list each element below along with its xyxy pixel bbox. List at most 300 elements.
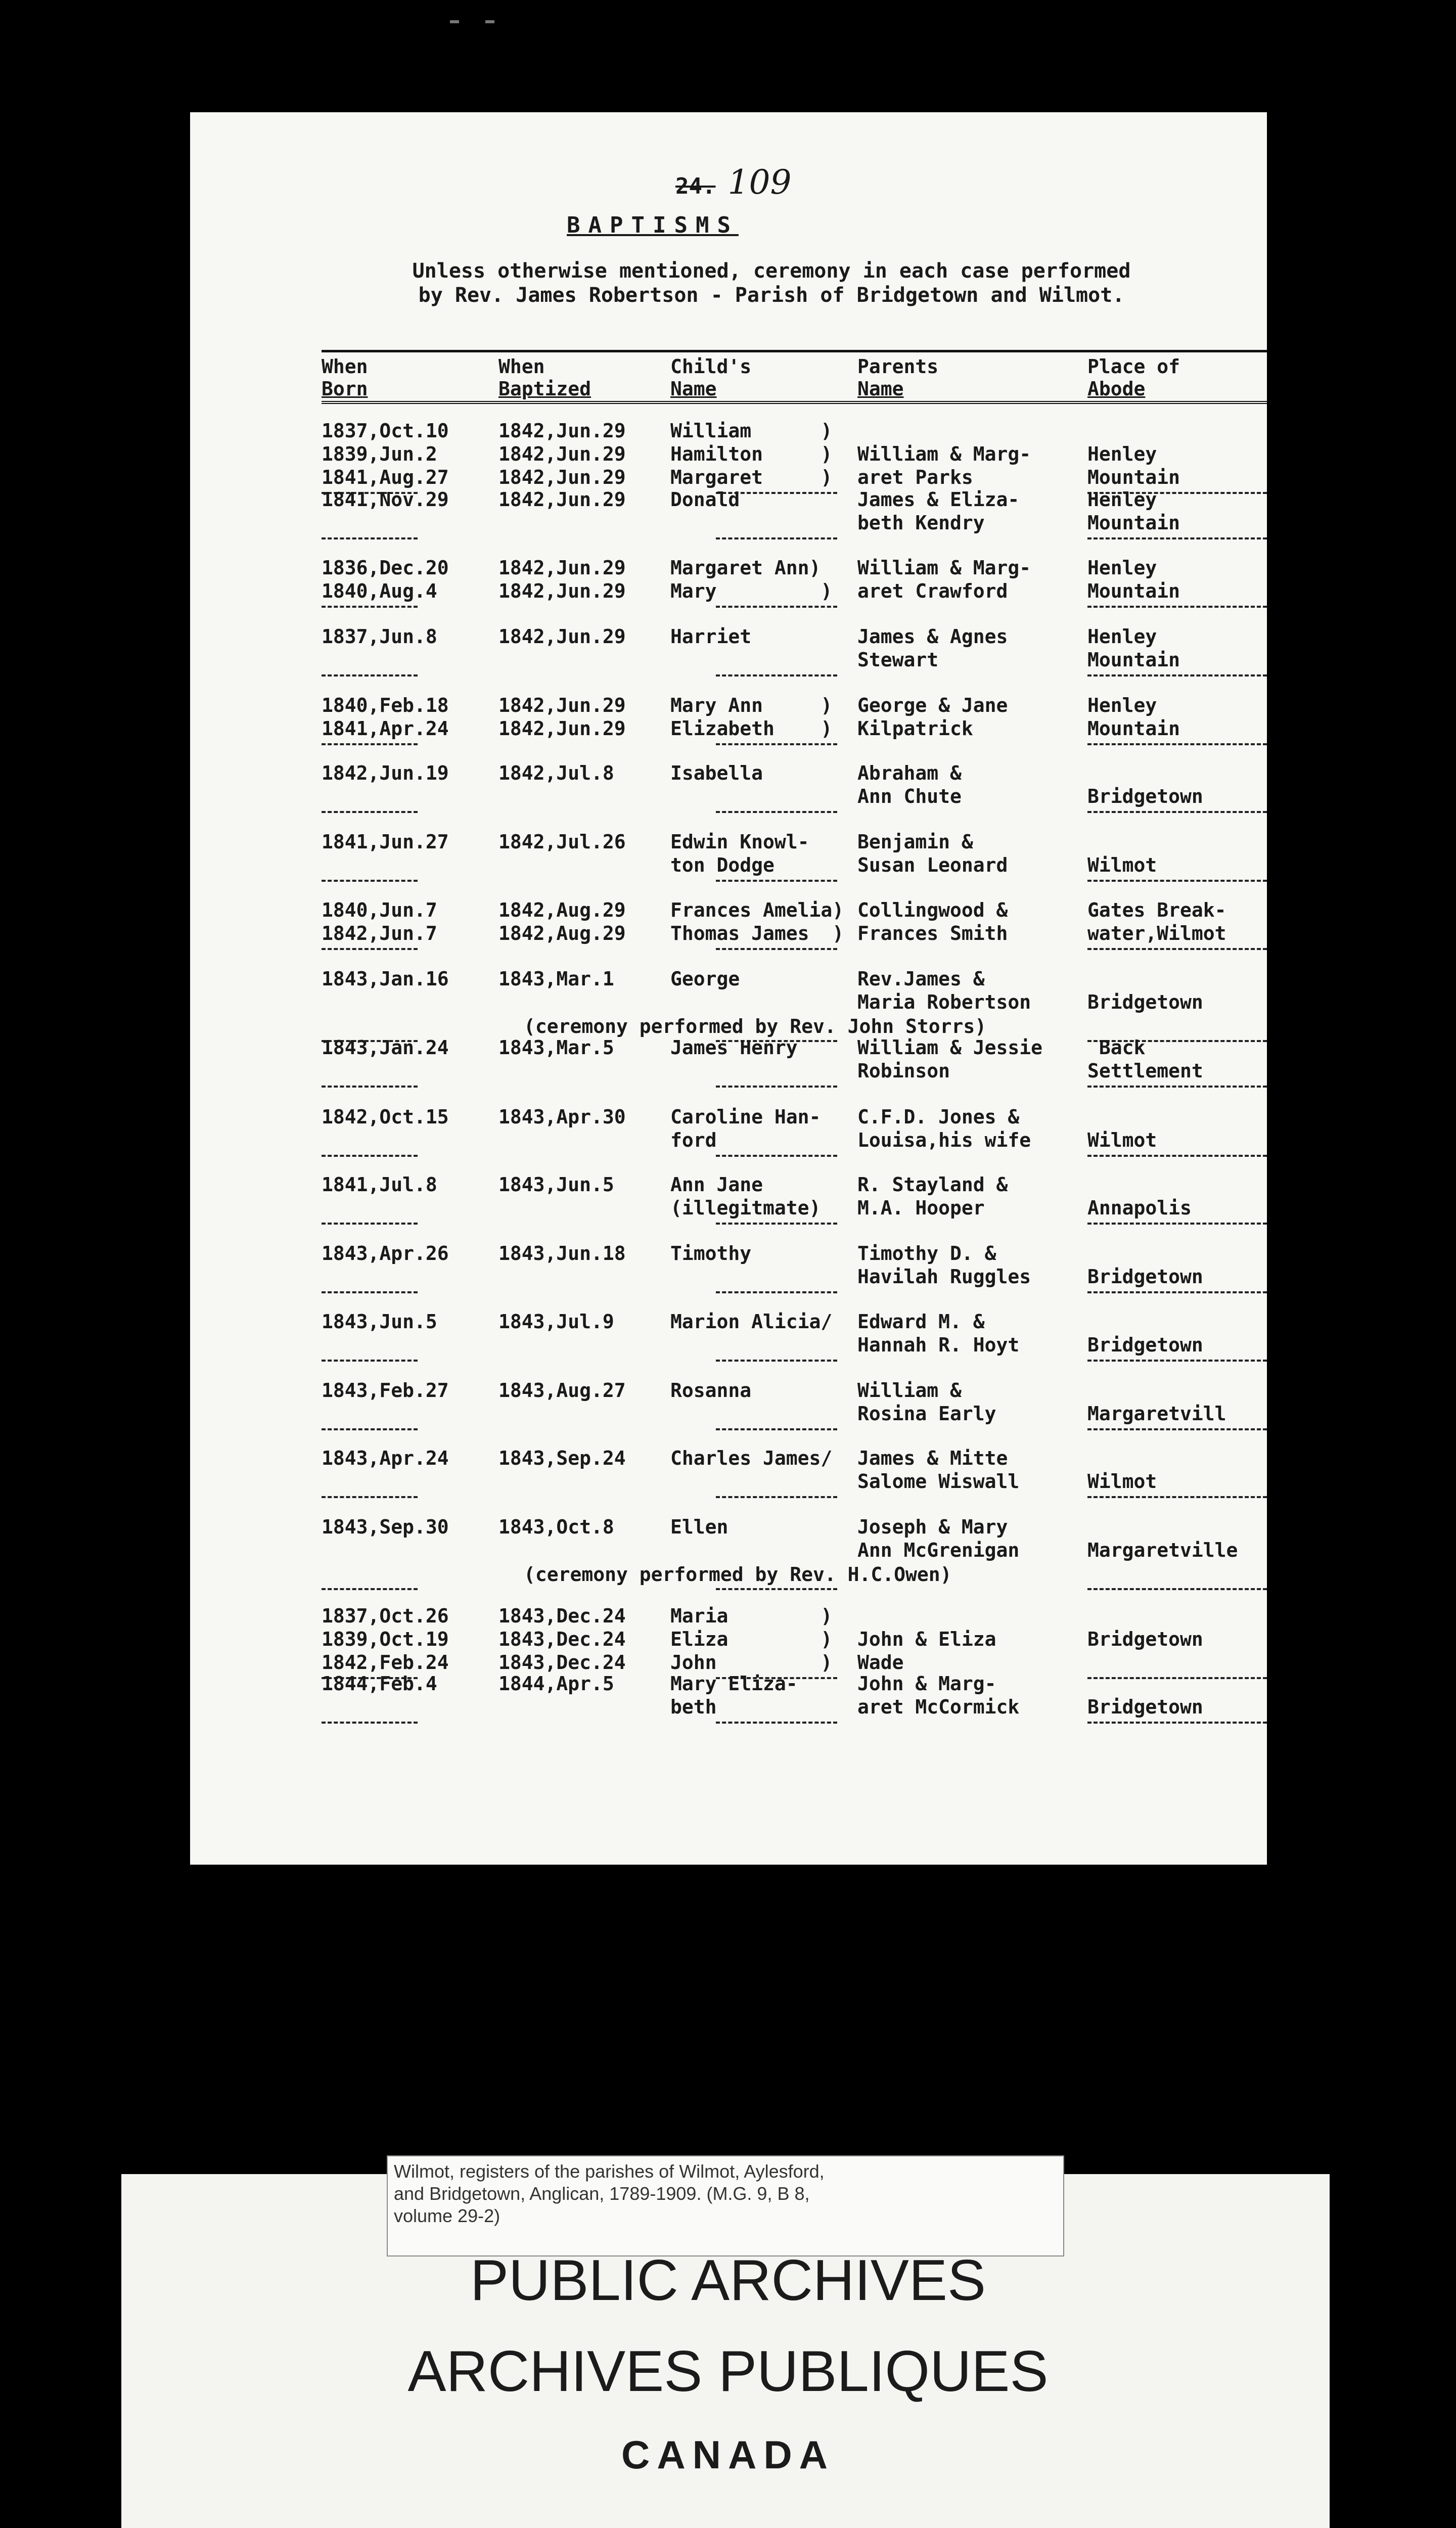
cell-abode xyxy=(1087,1672,1203,1719)
cell-line: Hamilton ) xyxy=(670,443,833,465)
cell-parents xyxy=(857,967,1031,1014)
cell-line: Wilmot xyxy=(1087,854,1157,876)
cell-line: Henley xyxy=(1087,625,1157,648)
cell-abode xyxy=(1087,556,1180,603)
row-separator xyxy=(716,674,837,676)
cell-line xyxy=(1087,1672,1203,1695)
subtitle-line: by Rev. James Robertson - Parish of Bridgetown and Wilmot. xyxy=(418,284,1125,307)
reference-line: Wilmot, registers of the parishes of Wilmot, Aylesford, xyxy=(394,2161,825,2182)
cell-parents xyxy=(857,898,1008,945)
cell-line: Hannah R. Hoyt xyxy=(857,1334,1020,1356)
cell-abode xyxy=(1087,1379,1226,1425)
row-separator xyxy=(1087,1291,1267,1293)
row-separator xyxy=(716,606,837,608)
cell-line: Mary Ann ) xyxy=(670,694,833,716)
cell-line: 1842,Feb.24 xyxy=(322,1651,449,1674)
cell-line xyxy=(1087,1515,1238,1539)
reference-line: volume 29-2) xyxy=(394,2205,500,2226)
cell-child xyxy=(670,761,763,785)
cell-line: 1841,Aug.27 xyxy=(322,466,449,488)
cell-line: William & xyxy=(857,1379,962,1402)
cell-line: Stewart xyxy=(857,649,939,671)
cell-abode xyxy=(1087,1242,1203,1288)
cell-line: Collingwood & xyxy=(857,899,1008,921)
cell-parents xyxy=(857,830,1008,877)
cell-abode xyxy=(1087,967,1203,1014)
cell-line: C.F.D. Jones & xyxy=(857,1106,1020,1128)
cell-line: 1842,Jun.19 xyxy=(322,762,449,784)
cell-line: 1842,Aug.29 xyxy=(498,899,626,921)
cell-line: Henley xyxy=(1087,443,1157,465)
row-separator xyxy=(716,1223,837,1225)
cell-line: George xyxy=(670,968,740,990)
cell-line: John & Eliza xyxy=(857,1628,996,1650)
cell-abode xyxy=(1087,761,1203,808)
cell-line: 1842,Jun.29 xyxy=(498,420,626,442)
cell-parents xyxy=(857,1105,1031,1152)
row-separator xyxy=(322,811,418,813)
cell-bapt xyxy=(498,761,614,785)
cell-child xyxy=(670,1310,832,1333)
ceremony-note: (ceremony performed by Rev. H.C.Owen) xyxy=(524,1563,952,1586)
cell-bapt xyxy=(498,488,626,511)
cell-line: 1843,Apr.26 xyxy=(322,1242,449,1265)
cell-line: Donald xyxy=(670,488,740,511)
cell-abode xyxy=(1087,830,1157,877)
row-separator xyxy=(322,1722,418,1724)
row-separator xyxy=(322,1588,418,1590)
cell-line: William & Jessie xyxy=(857,1036,1043,1059)
cell-line: 1842,Jun.29 xyxy=(498,580,626,602)
cell-line: Louisa,his wife xyxy=(857,1129,1031,1151)
cell-line: 1843,Apr.30 xyxy=(498,1106,626,1128)
cell-line: Joseph & Mary xyxy=(857,1516,1008,1538)
cell-line: 1842,Jun.29 xyxy=(498,625,626,648)
row-separator xyxy=(322,948,418,950)
cell-line: 1841,Jun.27 xyxy=(322,831,449,853)
row-separator xyxy=(322,743,418,745)
cell-line: 1842,Aug.29 xyxy=(498,922,626,944)
archive-label-english: PUBLIC ARCHIVES xyxy=(470,2248,986,2313)
cell-line: Robinson xyxy=(857,1060,950,1082)
cell-abode xyxy=(1087,1173,1192,1220)
cell-child xyxy=(670,556,832,603)
subtitle xyxy=(342,259,1201,307)
row-separator xyxy=(322,1291,418,1293)
cell-line: William & Marg- xyxy=(857,557,1031,579)
cell-line: 1842,Jun.29 xyxy=(498,488,626,511)
row-separator xyxy=(322,1360,418,1362)
cell-child xyxy=(670,1105,821,1152)
row-separator xyxy=(322,1086,418,1088)
cell-line: Edward M. & xyxy=(857,1311,985,1333)
cell-line: Henley xyxy=(1087,557,1157,579)
cell-line: 1843,Jun.5 xyxy=(322,1311,437,1333)
cell-line: Benjamin & xyxy=(857,831,973,853)
cell-line: Henley xyxy=(1087,488,1157,511)
cell-line xyxy=(1087,1651,1203,1674)
cell-line: 1843,Apr.24 xyxy=(322,1447,449,1469)
cell-line: Ann Chute xyxy=(857,785,962,807)
cell-abode xyxy=(1087,1447,1157,1493)
cell-parents xyxy=(857,488,1019,534)
cell-line: 1837,Jun.8 xyxy=(322,625,437,648)
cell-line xyxy=(857,419,1031,442)
cell-born xyxy=(322,830,449,853)
cell-line: Rosina Early xyxy=(857,1403,996,1425)
cell-line: 1843,Jul.9 xyxy=(498,1311,614,1333)
row-separator xyxy=(716,1155,837,1157)
cell-line: Ellen xyxy=(670,1516,729,1538)
scan-mark xyxy=(450,20,459,23)
row-separator xyxy=(322,1155,418,1157)
row-separator xyxy=(1087,1722,1267,1724)
cell-line: Kilpatrick xyxy=(857,717,973,740)
cell-line: 1837,Oct.26 xyxy=(322,1605,449,1627)
cell-parents xyxy=(857,1036,1042,1082)
cell-line: 1842,Oct.15 xyxy=(322,1106,449,1128)
reference-line: and Bridgetown, Anglican, 1789-1909. (M.G. 9, B 8, xyxy=(394,2183,810,2204)
row-separator xyxy=(716,1291,837,1293)
cell-line: James & Mitte xyxy=(857,1447,1008,1469)
row-separator xyxy=(716,1086,837,1088)
cell-line: John & Marg- xyxy=(857,1673,996,1695)
cell-child xyxy=(670,1242,751,1265)
cell-born xyxy=(322,1242,449,1265)
cell-line xyxy=(1087,1105,1157,1128)
cell-child xyxy=(670,1379,751,1402)
cell-born xyxy=(322,1105,449,1128)
cell-line: 1843,Jun.5 xyxy=(498,1173,614,1196)
row-separator xyxy=(716,1722,837,1724)
ceremony-note: (ceremony performed by Rev. John Storrs) xyxy=(524,1015,987,1037)
cell-parents xyxy=(857,1515,1019,1562)
cell-child xyxy=(670,419,832,489)
cell-line: 1841,Jul.8 xyxy=(322,1173,437,1196)
cell-parents xyxy=(857,1242,1031,1288)
page-number xyxy=(675,163,791,202)
cell-child xyxy=(670,1447,832,1470)
row-separator xyxy=(322,537,418,539)
cell-line: 1840,Feb.18 xyxy=(322,694,449,716)
cell-child xyxy=(670,1604,832,1674)
cell-line: Mary ) xyxy=(670,580,833,602)
cell-line: Rev.James & xyxy=(857,968,985,990)
row-separator xyxy=(322,1428,418,1430)
cell-abode xyxy=(1087,1105,1157,1152)
cell-line xyxy=(857,1604,996,1628)
cell-line: Margaret ) xyxy=(670,466,833,488)
cell-born xyxy=(322,1173,437,1196)
page-number-handwritten: 109 xyxy=(727,163,792,202)
cell-bapt xyxy=(498,1447,626,1470)
cell-born xyxy=(322,1604,449,1674)
cell-line: 1839,Oct.19 xyxy=(322,1628,449,1650)
cell-line: 1842,Jun.29 xyxy=(498,557,626,579)
cell-line: Salome Wiswall xyxy=(857,1470,1020,1493)
cell-bapt xyxy=(498,1105,626,1128)
cell-line: 1844,Feb.4 xyxy=(322,1673,437,1695)
archive-label-country: CANADA xyxy=(621,2432,835,2477)
row-separator xyxy=(716,743,837,745)
cell-bapt xyxy=(498,1173,614,1196)
cell-parents xyxy=(857,694,1008,740)
cell-line: beth Kendry xyxy=(857,512,985,534)
cell-parents xyxy=(857,1310,1019,1357)
row-separator xyxy=(322,1496,418,1498)
cell-line: Isabella xyxy=(670,762,763,784)
cell-child xyxy=(670,1515,728,1539)
cell-child xyxy=(670,488,740,511)
cell-line: Frances Smith xyxy=(857,922,1008,944)
cell-line: 1842,Jul.8 xyxy=(498,762,614,784)
cell-line: James & Agnes xyxy=(857,625,1008,648)
cell-line: 1844,Apr.5 xyxy=(498,1673,614,1695)
cell-line: Bridgetown xyxy=(1087,1266,1203,1288)
row-separator xyxy=(1087,1496,1267,1498)
cell-bapt xyxy=(498,1242,626,1265)
cell-line: 1843,Feb.27 xyxy=(322,1379,449,1402)
cell-parents xyxy=(857,419,1031,489)
cell-parents xyxy=(857,1604,996,1674)
row-separator xyxy=(1087,1223,1267,1225)
cell-line: George & Jane xyxy=(857,694,1008,716)
cell-line: 1843,Jan.24 xyxy=(322,1036,449,1059)
cell-line: 1837,Oct.10 xyxy=(322,420,449,442)
cell-parents xyxy=(857,556,1031,603)
cell-bapt xyxy=(498,898,626,945)
cell-line: James & Eliza- xyxy=(857,488,1020,511)
row-separator xyxy=(322,1223,418,1225)
cell-born xyxy=(322,967,449,990)
cell-bapt xyxy=(498,1036,614,1059)
cell-line: ton Dodge xyxy=(670,854,775,876)
row-separator xyxy=(716,537,837,539)
row-separator xyxy=(1087,537,1267,539)
cell-born xyxy=(322,898,437,945)
cell-born xyxy=(322,419,449,489)
cell-line: 1840,Jun.7 xyxy=(322,899,437,921)
cell-line: Timothy xyxy=(670,1242,752,1265)
cell-abode xyxy=(1087,625,1180,671)
cell-line: beth xyxy=(670,1696,717,1718)
archive-label-french: ARCHIVES PUBLIQUES xyxy=(407,2339,1049,2404)
cell-line: 1841,Apr.24 xyxy=(322,717,449,740)
subtitle-line: Unless otherwise mentioned, ceremony in each case performed xyxy=(412,259,1131,283)
cell-line xyxy=(1087,830,1157,853)
scan-mark xyxy=(485,20,494,23)
cell-line: Ann Jane xyxy=(670,1173,763,1196)
cell-line xyxy=(1087,1310,1203,1333)
cell-bapt xyxy=(498,967,614,990)
cell-line: Harriet xyxy=(670,625,752,648)
cell-line: 1843,Sep.24 xyxy=(498,1447,626,1469)
header-when-baptized: When Baptized xyxy=(498,355,592,400)
row-separator xyxy=(716,948,837,950)
cell-born xyxy=(322,488,449,511)
cell-child xyxy=(670,694,832,740)
cell-line: Bridgetown xyxy=(1087,1334,1203,1356)
cell-line: 1843,Oct.8 xyxy=(498,1516,614,1538)
cell-line: Mountain xyxy=(1087,649,1180,671)
cell-line: James Henry xyxy=(670,1036,798,1059)
cell-abode xyxy=(1087,1036,1203,1082)
cell-line: Caroline Han- xyxy=(670,1106,821,1128)
cell-abode xyxy=(1087,488,1180,534)
cell-child xyxy=(670,1672,798,1719)
cell-born xyxy=(322,1379,449,1402)
row-separator xyxy=(716,811,837,813)
cell-parents xyxy=(857,1447,1019,1493)
cell-line: Wade xyxy=(857,1651,904,1674)
cell-line xyxy=(1087,1604,1203,1628)
cell-child xyxy=(670,830,809,877)
cell-line: 1843,Aug.27 xyxy=(498,1379,626,1402)
row-separator xyxy=(1087,1086,1267,1088)
cell-abode xyxy=(1087,1604,1203,1674)
cell-bapt xyxy=(498,1604,626,1674)
baptism-table xyxy=(322,350,1267,1718)
cell-born xyxy=(322,1310,437,1333)
cell-line: (illegitmate) xyxy=(670,1197,821,1219)
row-separator xyxy=(1087,880,1267,882)
cell-line xyxy=(1087,1447,1157,1470)
row-separator xyxy=(716,1360,837,1362)
cell-born xyxy=(322,1036,449,1059)
cell-child xyxy=(670,967,740,990)
row-separator xyxy=(1087,1155,1267,1157)
cell-bapt xyxy=(498,419,626,489)
row-separator xyxy=(1087,743,1267,745)
cell-born xyxy=(322,1447,449,1470)
row-separator xyxy=(716,1588,837,1590)
cell-line: 1842,Jun.29 xyxy=(498,443,626,465)
cell-child xyxy=(670,898,844,945)
cell-line: 1840,Aug.4 xyxy=(322,580,437,602)
table-header xyxy=(322,350,1267,404)
header-place-of-abode: Place of Abode xyxy=(1087,355,1180,400)
cell-parents xyxy=(857,1173,1008,1220)
cell-line: aret Crawford xyxy=(857,580,1008,602)
cell-line: Maria Robertson xyxy=(857,991,1031,1013)
cell-bapt xyxy=(498,556,626,603)
cell-line: Back xyxy=(1087,1036,1146,1059)
cell-abode xyxy=(1087,898,1226,945)
cell-line xyxy=(1087,419,1180,442)
cell-line xyxy=(1087,1379,1226,1402)
cell-line: 1843,Mar.1 xyxy=(498,968,614,990)
cell-line: Wilmot xyxy=(1087,1129,1157,1151)
cell-line: aret McCormick xyxy=(857,1696,1020,1718)
cell-line: 1843,Jan.16 xyxy=(322,968,449,990)
cell-bapt xyxy=(498,625,626,648)
cell-line: Frances Amelia) xyxy=(670,899,844,921)
header-child-name: Child's Name xyxy=(670,355,752,400)
cell-line xyxy=(1087,761,1203,785)
cell-line: Thomas James ) xyxy=(670,922,844,944)
register-page xyxy=(190,112,1267,1865)
page-number-struck: 24. xyxy=(675,173,716,199)
row-separator xyxy=(322,674,418,676)
cell-child xyxy=(670,1036,798,1059)
cell-line: 1841,Nov.29 xyxy=(322,488,449,511)
cell-line: William & Marg- xyxy=(857,443,1031,465)
cell-line: 1842,Jun.29 xyxy=(498,717,626,740)
cell-line: Maria ) xyxy=(670,1605,833,1627)
cell-parents xyxy=(857,761,962,808)
cell-line: 1842,Jun.7 xyxy=(322,922,437,944)
cell-line: 1842,Jul.26 xyxy=(498,831,626,853)
header-parents-name: Parents Name xyxy=(857,355,939,400)
cell-line: 1839,Jun.2 xyxy=(322,443,437,465)
cell-abode xyxy=(1087,1310,1203,1357)
row-separator xyxy=(1087,1588,1267,1590)
row-separator xyxy=(1087,1428,1267,1430)
cell-born xyxy=(322,761,449,785)
cell-line: John ) xyxy=(670,1651,833,1674)
cell-child xyxy=(670,625,751,648)
cell-born xyxy=(322,556,449,603)
archive-reference-label xyxy=(387,2155,1064,2256)
row-separator xyxy=(322,606,418,608)
cell-line: Charles James/ xyxy=(670,1447,833,1469)
row-separator xyxy=(1087,811,1267,813)
cell-line: Mountain xyxy=(1087,717,1180,740)
cell-bapt xyxy=(498,1515,614,1539)
cell-line: Susan Leonard xyxy=(857,854,1008,876)
cell-born xyxy=(322,1515,449,1539)
cell-parents xyxy=(857,1672,1019,1719)
cell-parents xyxy=(857,1379,996,1425)
cell-line: 1843,Dec.24 xyxy=(498,1605,626,1627)
cell-bapt xyxy=(498,830,626,853)
cell-born xyxy=(322,1672,437,1695)
cell-line: 1842,Jun.29 xyxy=(498,694,626,716)
cell-line: 1843,Sep.30 xyxy=(322,1516,449,1538)
page-title: BAPTISMS xyxy=(567,212,739,238)
cell-born xyxy=(322,694,449,740)
cell-line: 1843,Dec.24 xyxy=(498,1651,626,1674)
cell-line: M.A. Hooper xyxy=(857,1197,985,1219)
cell-parents xyxy=(857,625,1008,671)
row-separator xyxy=(322,880,418,882)
cell-line: Bridgetown xyxy=(1087,785,1203,807)
cell-line: Timothy D. & xyxy=(857,1242,996,1265)
cell-line xyxy=(1087,967,1203,990)
cell-line: Bridgetown xyxy=(1087,991,1203,1013)
cell-line: Edwin Knowl- xyxy=(670,831,809,853)
cell-line: R. Stayland & xyxy=(857,1173,1008,1196)
cell-line: Wilmot xyxy=(1087,1470,1157,1493)
cell-bapt xyxy=(498,694,626,740)
cell-line: Bridgetown xyxy=(1087,1696,1203,1718)
cell-line: Mountain xyxy=(1087,512,1180,534)
cell-line: Annapolis xyxy=(1087,1197,1192,1219)
cell-line: Gates Break- xyxy=(1087,899,1226,921)
cell-line: Mary Eliza- xyxy=(670,1673,798,1695)
cell-line: Elizabeth ) xyxy=(670,717,833,740)
cell-line: 1836,Dec.20 xyxy=(322,557,449,579)
cell-line: Henley xyxy=(1087,694,1157,716)
cell-abode xyxy=(1087,419,1180,489)
row-separator xyxy=(1087,674,1267,676)
cell-line: 1843,Jun.18 xyxy=(498,1242,626,1265)
cell-line: Margaretville xyxy=(1087,1539,1238,1561)
row-separator xyxy=(716,880,837,882)
cell-line: Margaretvill xyxy=(1087,1403,1226,1425)
cell-bapt xyxy=(498,1672,614,1695)
cell-line: Margaret Ann) xyxy=(670,557,821,579)
